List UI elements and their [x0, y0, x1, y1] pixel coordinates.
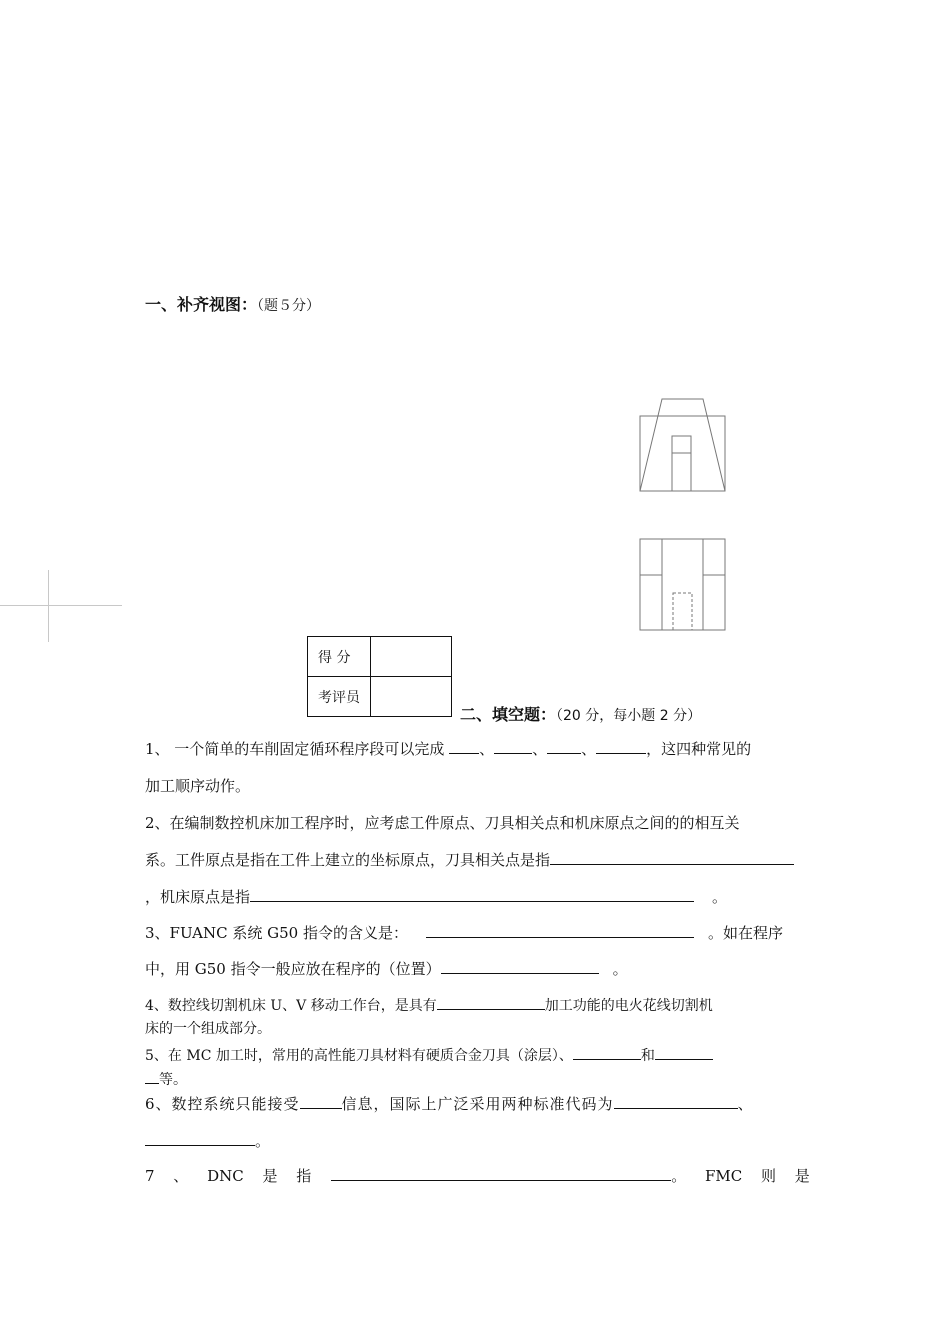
q7-text-b: 。 FMC 则 是 [671, 1167, 810, 1185]
q6-blank-3[interactable] [145, 1131, 255, 1146]
q1-sep-1: 、 [479, 740, 495, 758]
grader-value-cell[interactable] [371, 677, 452, 717]
q5-line1 [145, 1045, 713, 1066]
q4-blank-1[interactable] [437, 995, 545, 1010]
q1-blank-3[interactable] [547, 739, 581, 754]
q4-text-a: 4、数控线切割机床 U、V 移动工作台，是具有 [145, 998, 437, 1014]
section1-subtitle: （题５分） [257, 298, 321, 314]
q7-blank-1[interactable] [331, 1166, 671, 1181]
q4-line1 [145, 995, 713, 1016]
q5-text-b: 和 [640, 1048, 655, 1064]
q2-text-a: 2、在编制数控机床加工程序时，应考虑工件原点、刀具相关点和机床原点之间的的相互关 [145, 814, 740, 832]
q7-text-a: 7 、 DNC 是 指 [145, 1167, 312, 1185]
q6-text-d: 。 [255, 1132, 271, 1150]
q1-text-a: 1、 一个简单的车削固定循环程序段可以完成 [145, 740, 445, 758]
q5-blank-1[interactable] [573, 1045, 641, 1060]
q1-blank-2[interactable] [494, 739, 532, 754]
section1-title-text: 一、补齐视图： [145, 295, 258, 314]
q1-blank-4[interactable] [596, 739, 646, 754]
q3-text-b: 。如在程序 [707, 924, 783, 942]
q3-line1 [145, 923, 783, 943]
crop-mark-vertical [48, 570, 49, 642]
q2-text-b: 系。工件原点是指在工件上建立的坐标原点，刀具相关点是指 [145, 851, 551, 869]
crop-mark-horizontal [0, 605, 122, 606]
q7-line1 [145, 1166, 810, 1186]
q2-blank-2[interactable] [250, 887, 694, 902]
q1-sep-3: 、 [581, 740, 597, 758]
q5-text-a: 5、在 MC 加工时，常用的高性能刀具材料有硬质合金刀具（涂层）、 [145, 1048, 573, 1064]
drawing-top-view [636, 536, 730, 634]
q6-line2 [145, 1131, 270, 1151]
grader-label: 考评员 [308, 677, 371, 717]
q2-blank-1[interactable] [550, 850, 794, 865]
q3-text-d: 。 [612, 960, 628, 978]
q5-line2 [145, 1069, 187, 1090]
q6-blank-1[interactable] [300, 1094, 342, 1109]
q2-text-d: 。 [712, 888, 728, 906]
q2-line2 [145, 850, 794, 870]
section2-title-text: 二、填空题： [460, 705, 557, 724]
q5-blank-2[interactable] [655, 1045, 713, 1060]
q1-text-e: ，这四种常见的 [646, 740, 752, 758]
score-label: 得 分 [308, 637, 371, 677]
q3-blank-1[interactable] [426, 923, 694, 938]
q5-blank-2-cont[interactable] [145, 1069, 159, 1084]
score-value-cell[interactable] [371, 637, 452, 677]
section1-title [145, 292, 320, 315]
q2-line1 [145, 813, 740, 833]
q1-text-f: 加工顺序动作。 [145, 777, 251, 795]
q2-line3 [145, 887, 727, 907]
q3-text-a: 3、FUANC 系统 G50 指令的含义是： [145, 924, 408, 942]
q1-blank-1[interactable] [449, 739, 479, 754]
q6-text-c: 、 [737, 1095, 754, 1113]
q4-text-b: 加工功能的电火花线切割机 [544, 998, 713, 1014]
q6-text-b: 信息，国际上广泛采用两种标准代码为 [341, 1095, 614, 1113]
section2-title [460, 702, 701, 725]
section2-subtitle: （20 分，每小题 2 分） [556, 708, 702, 724]
q1-line1 [145, 739, 751, 759]
q3-blank-2[interactable] [441, 959, 599, 974]
score-table [307, 636, 452, 717]
q6-blank-2[interactable] [614, 1094, 738, 1109]
q3-line2 [145, 959, 628, 979]
q4-line2 [145, 1019, 271, 1039]
q6-line1 [145, 1094, 754, 1114]
q2-text-c: ，机床原点是指 [145, 888, 251, 906]
drawing-front-view [636, 396, 730, 496]
q5-text-c: 等。 [159, 1072, 187, 1088]
q1-line2 [145, 776, 250, 796]
q3-text-c: 中，用 G50 指令一般应放在程序的（位置） [145, 960, 441, 978]
q1-sep-2: 、 [532, 740, 548, 758]
q4-text-c: 床的一个组成部分。 [145, 1021, 271, 1037]
q6-text-a: 6、数控系统只能接受 [145, 1095, 300, 1113]
